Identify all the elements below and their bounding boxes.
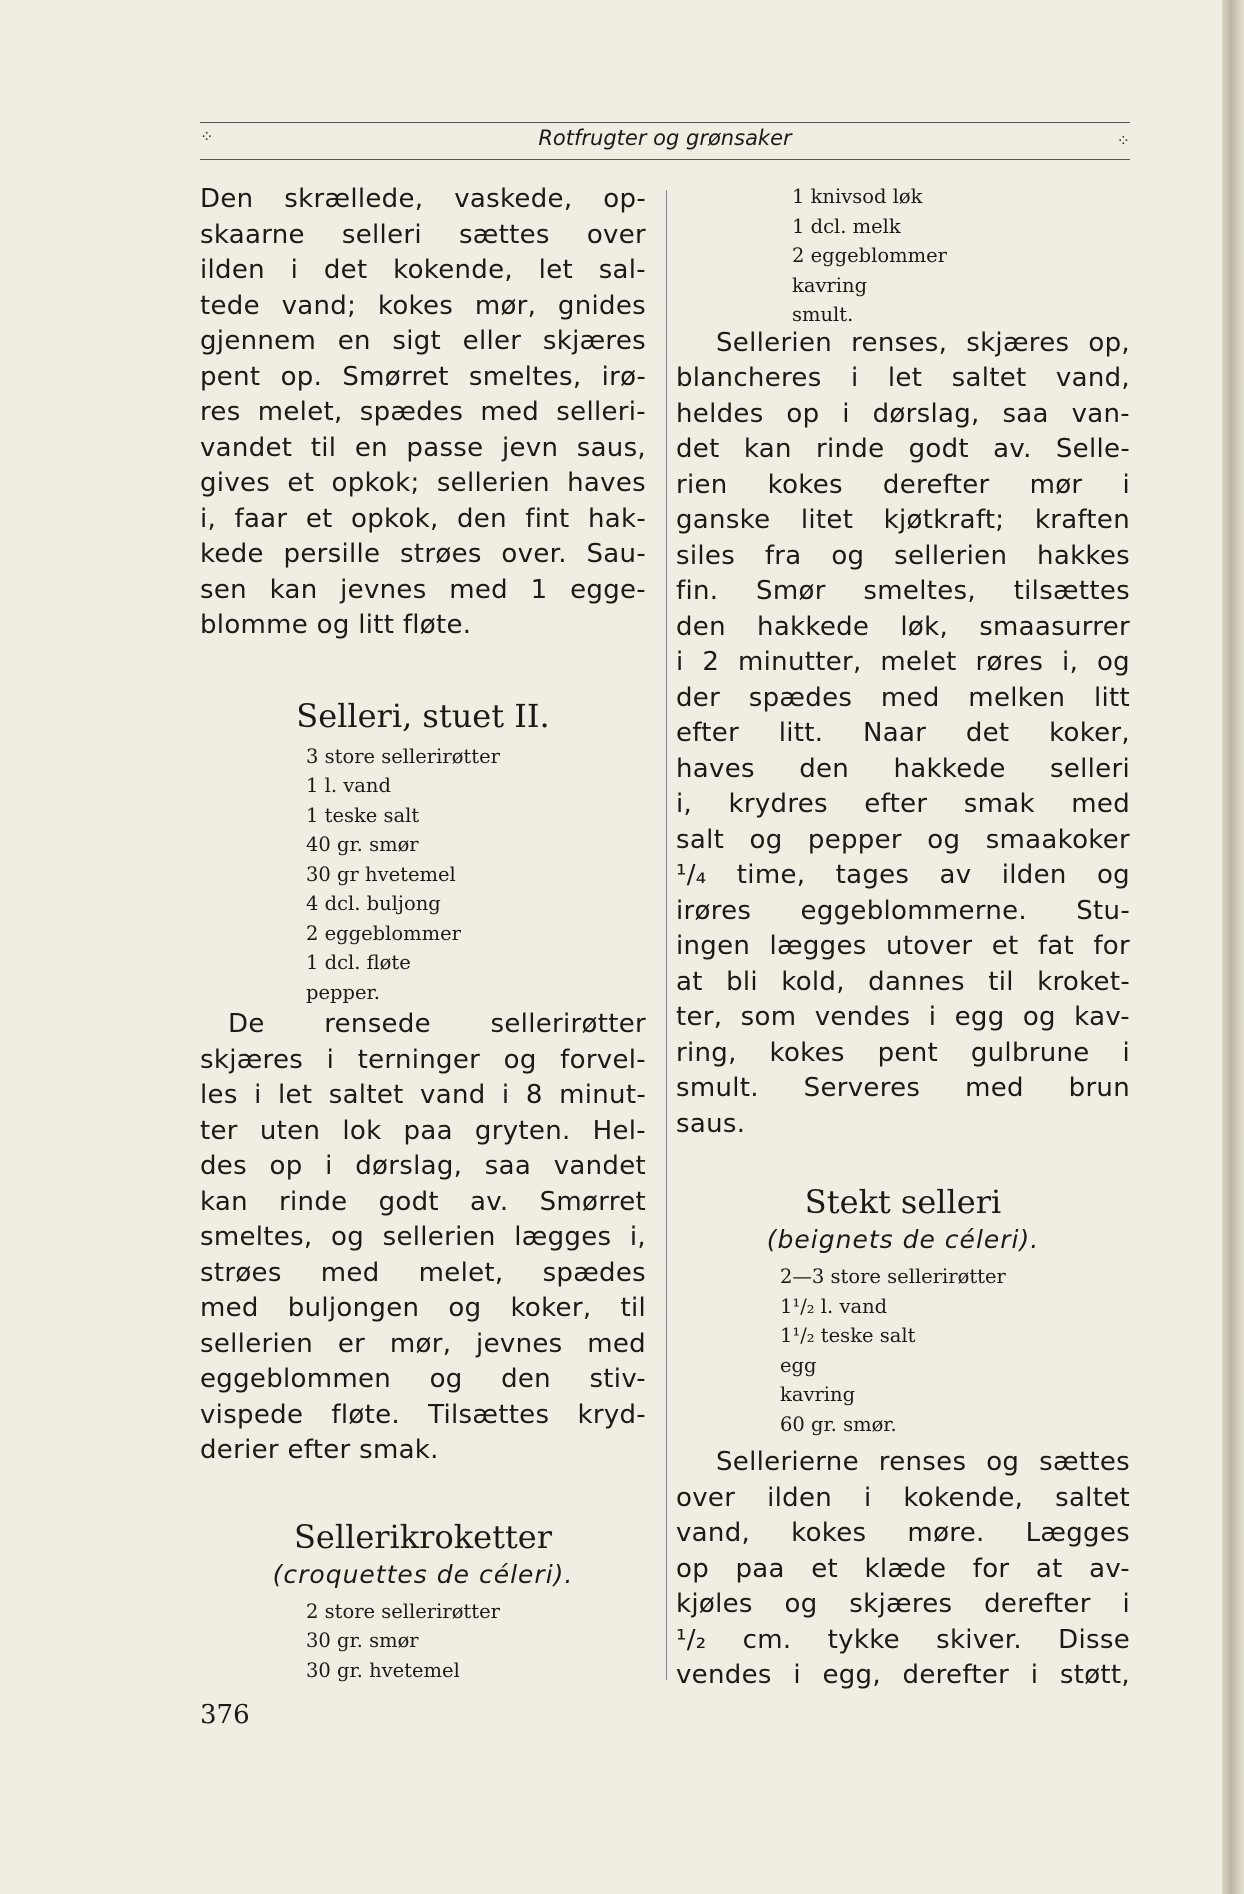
ingredient-item: 1 l. vand [306,774,391,797]
ornament-left-icon: ⁘ [200,127,214,146]
text-line: den hakkede løk, smaasurrer [676,611,1130,642]
text-line: vendes i egg, derefter i støtt, [676,1660,1130,1690]
method-paragraph-kroketter [676,326,1130,1143]
text-line: Sellerierne renses og sættes [716,1447,1130,1477]
ingredient-item: kavring [792,273,868,297]
text-line: det kan rinde godt av. Selle- [676,434,1130,464]
text-line: efter litt. Naar det koker, [676,718,1130,748]
ingredient-item: 2 store sellerirøtter [306,1599,500,1623]
text-line: Den skrællede, vaskede, op- [200,184,646,214]
text-line: at bli kold, dannes til kroket- [676,966,1130,997]
ingredient-item: 1¹/₂ l. vand [780,1294,888,1318]
text-line: vandet til en passe jevn saus, [200,432,646,463]
running-header-title: Rotfrugter og grønsaker [538,126,792,150]
text-line: des op i dørslag, saa vandet [200,1151,646,1181]
recipe-heading-selleri-stuet: Selleri, stuet II. [296,696,550,735]
column-divider [666,190,667,1680]
ingredient-item: 3 store sellerirøtter [306,744,500,768]
page-number: 376 [200,1700,250,1730]
text-line: De rensede sellerirøtter [228,1009,646,1039]
text-line: kan rinde godt av. Smørret [200,1186,646,1217]
text-line: gjennem en sigt eller skjæres [200,326,646,356]
ingredient-list [676,1262,1130,1439]
intro-paragraph [200,182,646,644]
text-line: haves den hakkede selleri [676,753,1130,784]
ingredient-item: 2 eggeblommer [306,921,461,945]
recipe-subheading-croquettes: (croquettes de céleri). [272,1559,574,1589]
text-line: eggeblommen og den stiv- [200,1364,646,1394]
ingredient-item: 1 knivsod løk [792,185,923,208]
ingredient-item: kavring [780,1383,856,1406]
text-line: ¹/₄ time, tages av ilden og [676,860,1130,890]
ingredient-item: 60 gr. smør. [780,1412,897,1436]
text-line: i, faar et opkok, den fint hak- [200,503,646,534]
text-line: smeltes, og sellerien lægges i, [200,1222,646,1252]
ingredient-list [200,1597,646,1686]
text-line: smult. Serveres med brun [676,1073,1130,1103]
page-edge [1222,0,1244,1894]
text-line: med buljongen og koker, til [200,1293,646,1323]
ingredient-item: 30 gr. hvetemel [306,1658,460,1682]
text-line: heldes op i dørslag, saa van- [676,398,1130,429]
text-line: kjøles og skjæres derefter i [676,1589,1130,1619]
right-column [676,182,1130,1694]
text-line: over ilden i kokende, saltet [676,1482,1130,1513]
text-line: irøres eggeblommerne. Stu- [676,895,1130,926]
ingredient-item: 1 teske salt [306,803,420,827]
text-line: blancheres i let saltet vand, [676,363,1130,393]
text-line: siles fra og sellerien hakkes [676,540,1130,571]
ornament-right-icon: ⁘ [1116,131,1130,150]
text-line: gives et opkok; sellerien haves [200,468,646,498]
text-line: strøes med melet, spædes [200,1257,646,1288]
text-line: derier efter smak. [200,1435,439,1465]
text-line: pent op. Smørret smeltes, irø- [200,361,646,392]
ingredient-item: 1 dcl. melk [792,214,901,238]
text-line: kede persille strøes over. Sau- [200,539,646,569]
text-line: les i let saltet vand i 8 minut- [200,1080,646,1110]
text-line: res melet, spædes med selleri- [200,397,646,427]
text-line: ter uten lok paa gryten. Hel- [200,1115,646,1146]
text-line: rien kokes derefter mør i [676,469,1130,500]
ingredient-item: pepper. [306,980,380,1004]
text-line: der spædes med melken litt [676,682,1130,713]
ingredient-item: 2—3 store sellerirøtter [780,1265,1006,1288]
ingredient-item: 1 dcl. fløte [306,951,411,974]
method-paragraph-stekt [676,1445,1130,1694]
text-line: Sellerien renses, skjæres op, [716,327,1130,358]
ingredient-item: 40 gr. smør [306,833,419,856]
text-line: i 2 minutter, melet røres i, og [676,647,1130,677]
ingredient-item: 2 eggeblommer [792,244,947,267]
ingredient-list-continued [676,182,1130,330]
text-line: blomme og litt fløte. [200,610,472,640]
ingredient-item: 4 dcl. buljong [306,892,441,915]
text-line: sen kan jevnes med 1 egge- [200,574,646,605]
text-line: ilden i det kokende, let sal- [200,255,646,285]
recipe-subheading-beignets: (beignets de céleri). [766,1225,1040,1254]
text-line: saus. [676,1108,746,1139]
text-line: ¹/₂ cm. tykke skiver. Disse [676,1624,1130,1655]
text-line: fin. Smør smeltes, tilsættes [676,576,1130,606]
text-line: salt og pepper og smaakoker [676,824,1130,855]
text-line: ring, kokes pent gulbrune i [676,1037,1130,1068]
text-line: skaarne selleri sættes over [200,219,646,250]
text-line: ter, som vendes i egg og kav- [676,1002,1130,1032]
recipe-heading-sellerikroketter: Sellerikroketter [293,1517,553,1556]
text-line: ingen lægges utover et fat for [676,931,1130,961]
ingredient-item: egg [780,1353,817,1377]
method-paragraph-stuet [200,1007,646,1469]
ingredient-item: 30 gr. smør [306,1629,419,1652]
recipe-heading-stekt-selleri: Stekt selleri [804,1183,1002,1221]
text-line: skjæres i terninger og forvel- [200,1044,646,1075]
ingredient-item: smult. [792,303,854,326]
text-line: vispede fløte. Tilsættes kryd- [200,1399,646,1430]
text-line: i, krydres efter smak med [676,789,1130,819]
ingredient-list [200,742,646,1008]
text-line: sellerien er mør, jevnes med [200,1328,646,1359]
text-line: op paa et klæde for at av- [676,1553,1130,1584]
running-header [200,122,1130,160]
left-column [200,182,646,1685]
text-line: vand, kokes møre. Lægges [676,1518,1130,1548]
ingredient-item: 1¹/₂ teske salt [780,1324,916,1347]
text-line: ganske litet kjøtkraft; kraften [676,505,1130,535]
ingredient-item: 30 gr hvetemel [306,862,456,886]
text-line: tede vand; kokes mør, gnides [200,290,646,321]
